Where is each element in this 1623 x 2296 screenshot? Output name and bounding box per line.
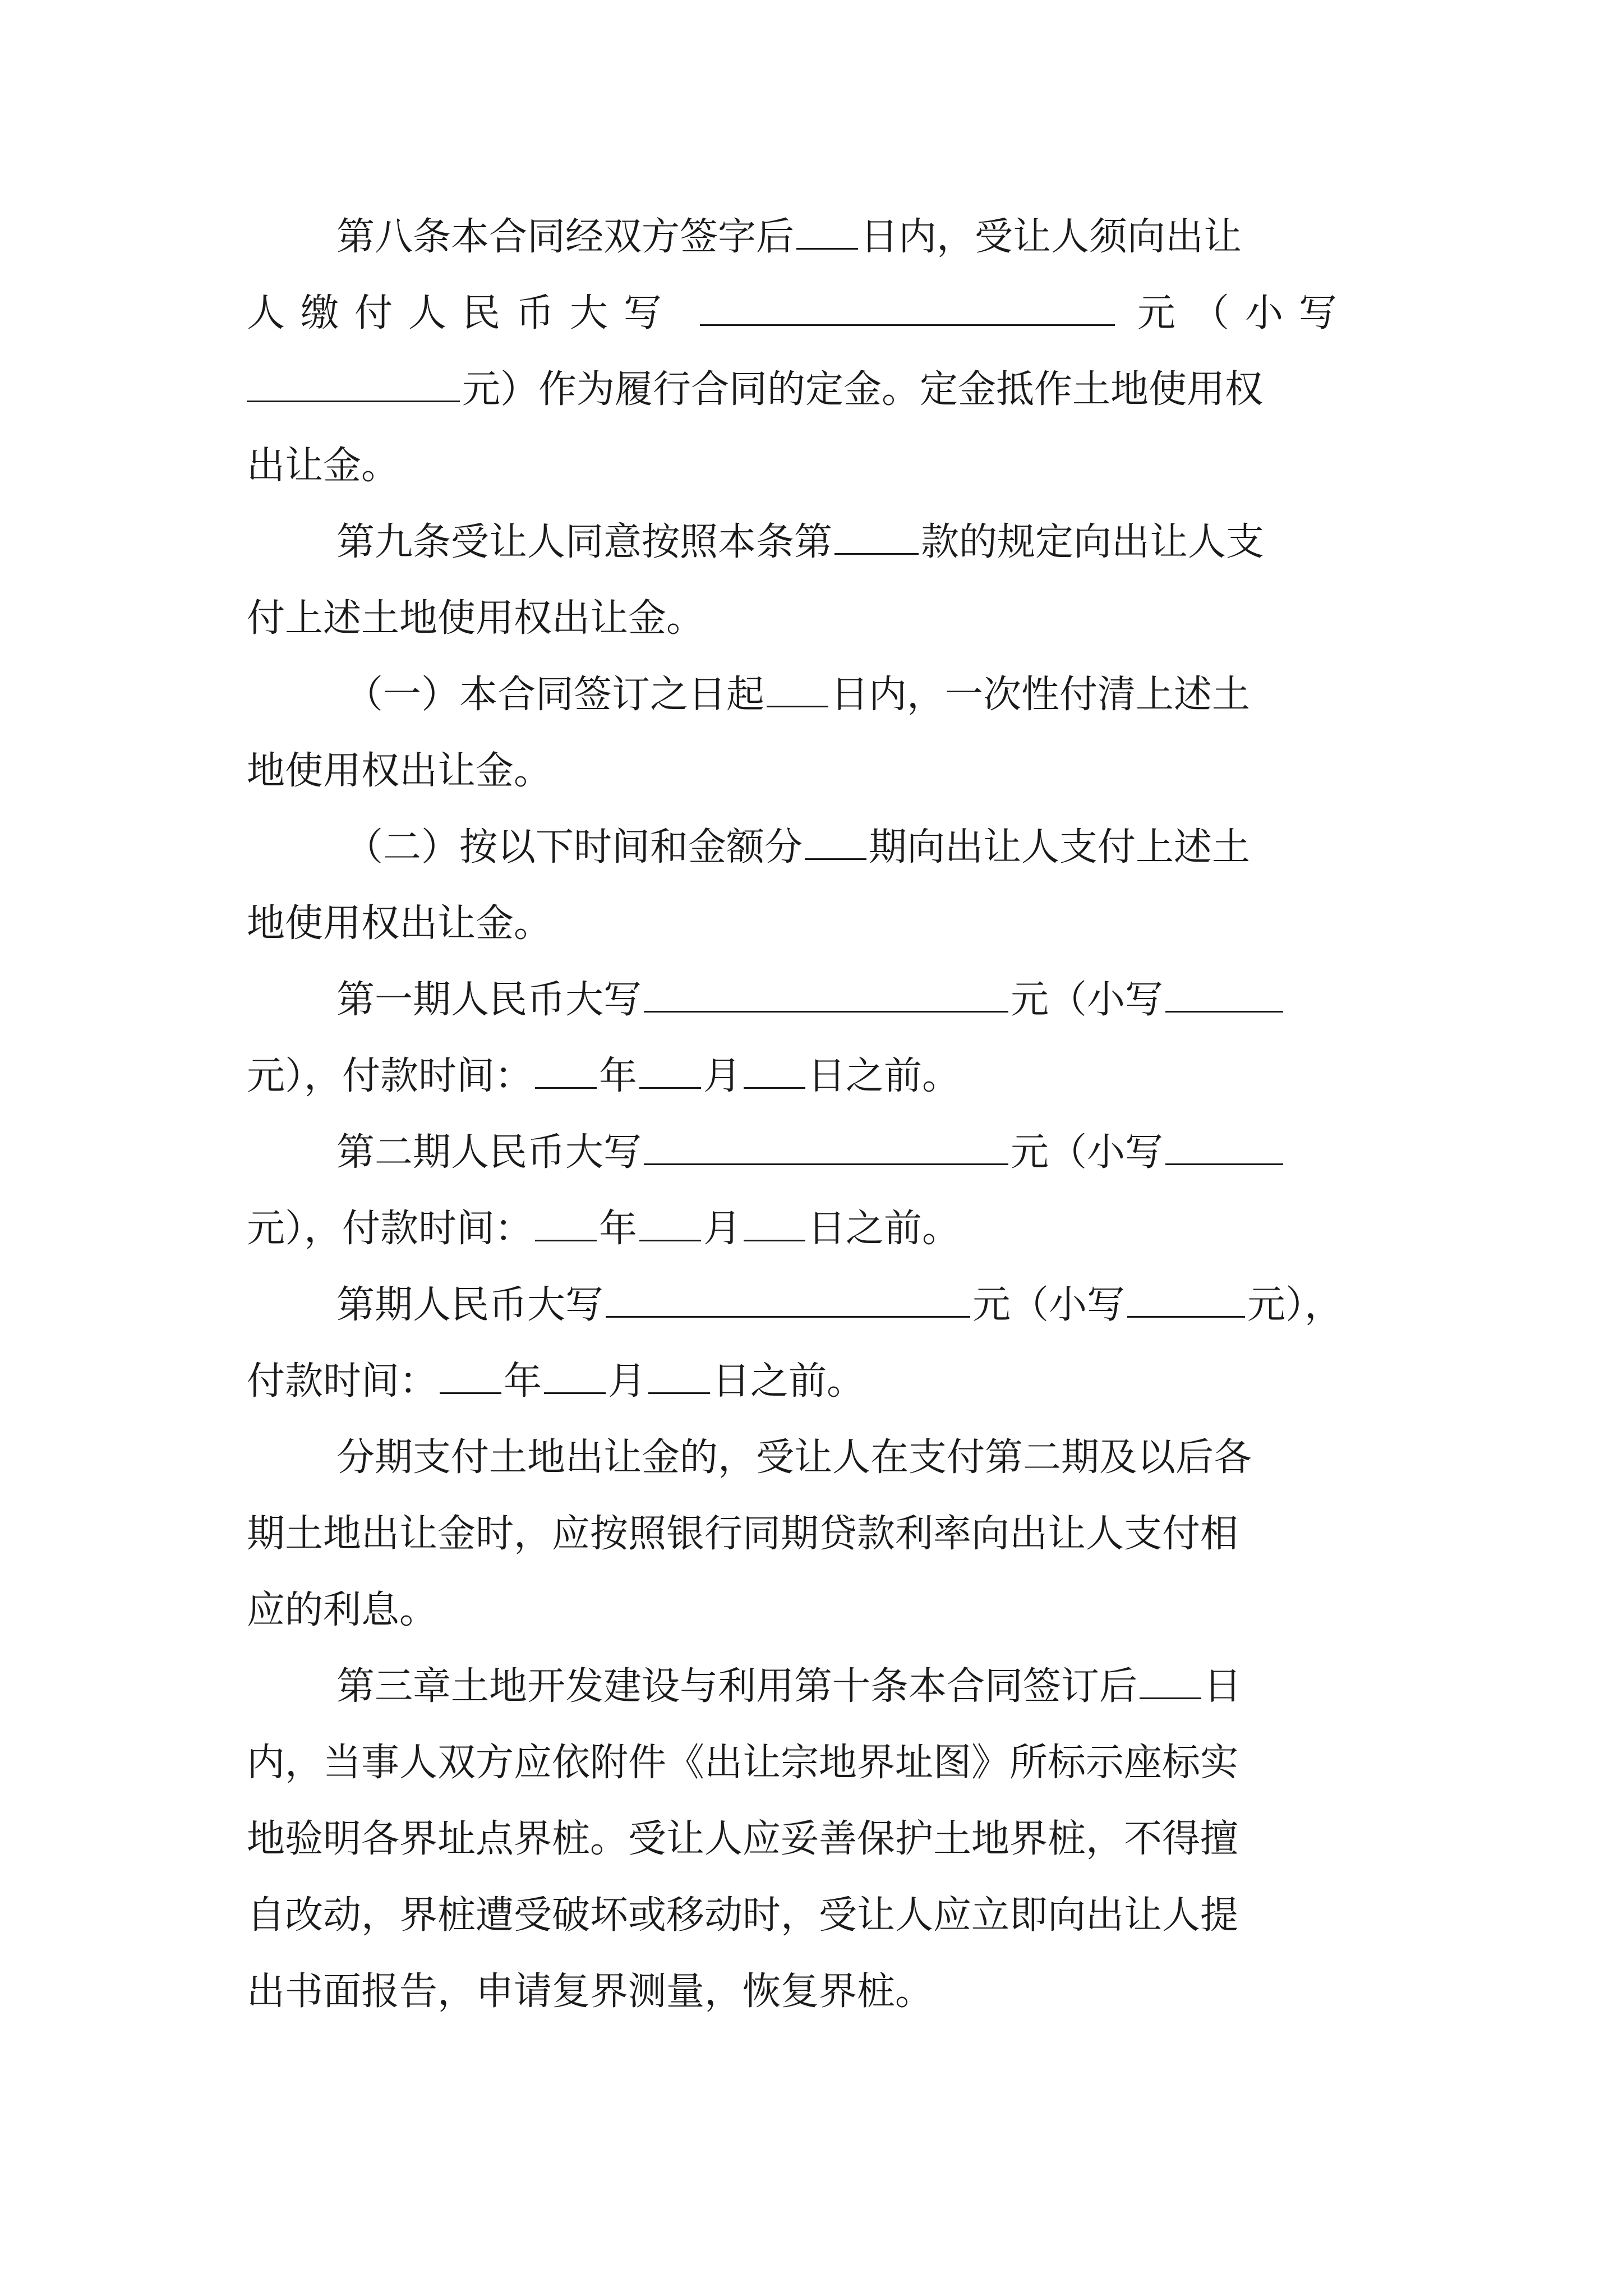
installment-2-line-1 [247,1115,1385,1191]
text: 年 [504,1359,542,1404]
installment-n-line-2 [247,1343,1385,1420]
text: 第三章土地开发建设与利用第十条本合同签订后 [336,1664,1138,1709]
para-9-line-1 [247,504,1385,581]
blank-field[interactable] [247,367,460,402]
text: 自改动，界桩遭受破坏或移动时，受让人应立即向出让人提 [247,1893,1239,1938]
blank-field[interactable] [1127,1282,1245,1318]
installment-interest-line-2 [247,1496,1385,1572]
para-8-line-4 [247,428,1385,504]
text: 年 [599,1054,638,1098]
item-1-line-2 [247,733,1385,809]
text: 应的利息。 [247,1588,438,1632]
item-1-line-1 [247,657,1385,733]
installment-interest-line-1 [247,1420,1385,1496]
text: 元（小写 [1137,291,1353,335]
text: 月 [703,1054,742,1098]
text: 年 [599,1207,638,1251]
text: 元）作为履行合同的定金。定金抵作土地使用权 [462,367,1264,412]
text: 地使用权出让金。 [247,901,552,946]
text: 月 [703,1207,742,1251]
blank-field[interactable] [1165,1130,1283,1165]
blank-field[interactable] [744,1206,805,1241]
blank-field[interactable] [767,672,828,707]
text: 月 [608,1359,647,1404]
item-2-line-2 [247,886,1385,962]
chapter-3-line-4 [247,1878,1385,1954]
text: 第一期人民币大写 [336,978,642,1022]
para-8-line-1 [247,199,1385,275]
text: 日内，一次性付清上述土 [831,673,1251,717]
text: 日之前。 [712,1359,865,1404]
text: 付款时间： [247,1359,438,1404]
text: 出让金。 [247,444,400,488]
text: 日之前。 [808,1054,961,1098]
blank-field[interactable] [648,1359,710,1394]
blank-field[interactable] [639,1053,701,1089]
text: 第九条受让人同意按照本条第 [336,520,833,564]
installment-1-line-1 [247,962,1385,1038]
text: 地验明各界址点界桩。受让人应妥善保护土地界桩，不得擅 [247,1817,1239,1861]
blank-field[interactable] [796,214,858,250]
text: 期向出让人支付上述土 [869,825,1251,869]
text: 出书面报告，申请复界测量，恢复界桩。 [247,1970,934,2014]
blank-field[interactable] [1165,977,1283,1013]
blank-field[interactable] [644,1130,1008,1165]
text: 地使用权出让金。 [247,749,552,793]
item-2-line-1 [247,809,1385,886]
blank-field[interactable] [606,1282,970,1318]
document-page [247,199,1385,2030]
chapter-3-line-5 [247,1954,1385,2030]
text: 元（小写 [972,1283,1126,1327]
text: 内，当事人双方应依附件《出让宗地界址图》所标示座标实 [247,1741,1239,1785]
blank-field[interactable] [834,519,919,555]
para-8-line-2 [247,275,1385,352]
text: 第八条本合同经双方签字后 [336,215,795,259]
blank-field[interactable] [544,1359,606,1394]
text: 第期人民币大写 [336,1283,604,1327]
chapter-3-line-1 [247,1649,1385,1725]
blank-field[interactable] [440,1359,501,1394]
text: 元（小写 [1011,978,1164,1022]
text: 元（小写 [1011,1130,1164,1175]
blank-field[interactable] [700,291,1115,326]
blank-field[interactable] [1140,1664,1201,1699]
installment-1-line-2 [247,1038,1385,1115]
text: 日之前。 [808,1207,961,1251]
blank-field[interactable] [644,977,1008,1013]
text: （二）按以下时间和金额分 [345,825,803,869]
text: 日内，受让人须向出让 [860,215,1242,259]
blank-field[interactable] [535,1206,597,1241]
text: 人缴付人民币大写 [247,291,678,335]
blank-field[interactable] [639,1206,701,1241]
blank-field[interactable] [744,1053,805,1089]
text: （一）本合同签订之日起 [345,673,765,717]
installment-2-line-2 [247,1191,1385,1267]
blank-field[interactable] [805,825,866,860]
chapter-3-line-3 [247,1801,1385,1878]
installment-n-line-1 [247,1267,1385,1343]
text: 分期支付土地出让金的，受让人在支付第二期及以后各 [336,1435,1252,1480]
para-8-line-3 [247,352,1385,428]
chapter-3-line-2 [247,1725,1385,1801]
text: 元），付款时间： [247,1207,533,1251]
text: 付上述土地使用权出让金。 [247,596,705,641]
text: 第二期人民币大写 [336,1130,642,1175]
text: 款的规定向出让人支 [921,520,1265,564]
text: 元），付款时间： [247,1054,533,1098]
text: 元）， [1247,1283,1343,1327]
installment-interest-line-3 [247,1572,1385,1649]
text: 期土地出让金时，应按照银行同期贷款利率向出让人支付相 [247,1512,1239,1556]
para-9-line-2 [247,581,1385,657]
blank-field[interactable] [535,1053,597,1089]
text: 日 [1204,1664,1242,1709]
